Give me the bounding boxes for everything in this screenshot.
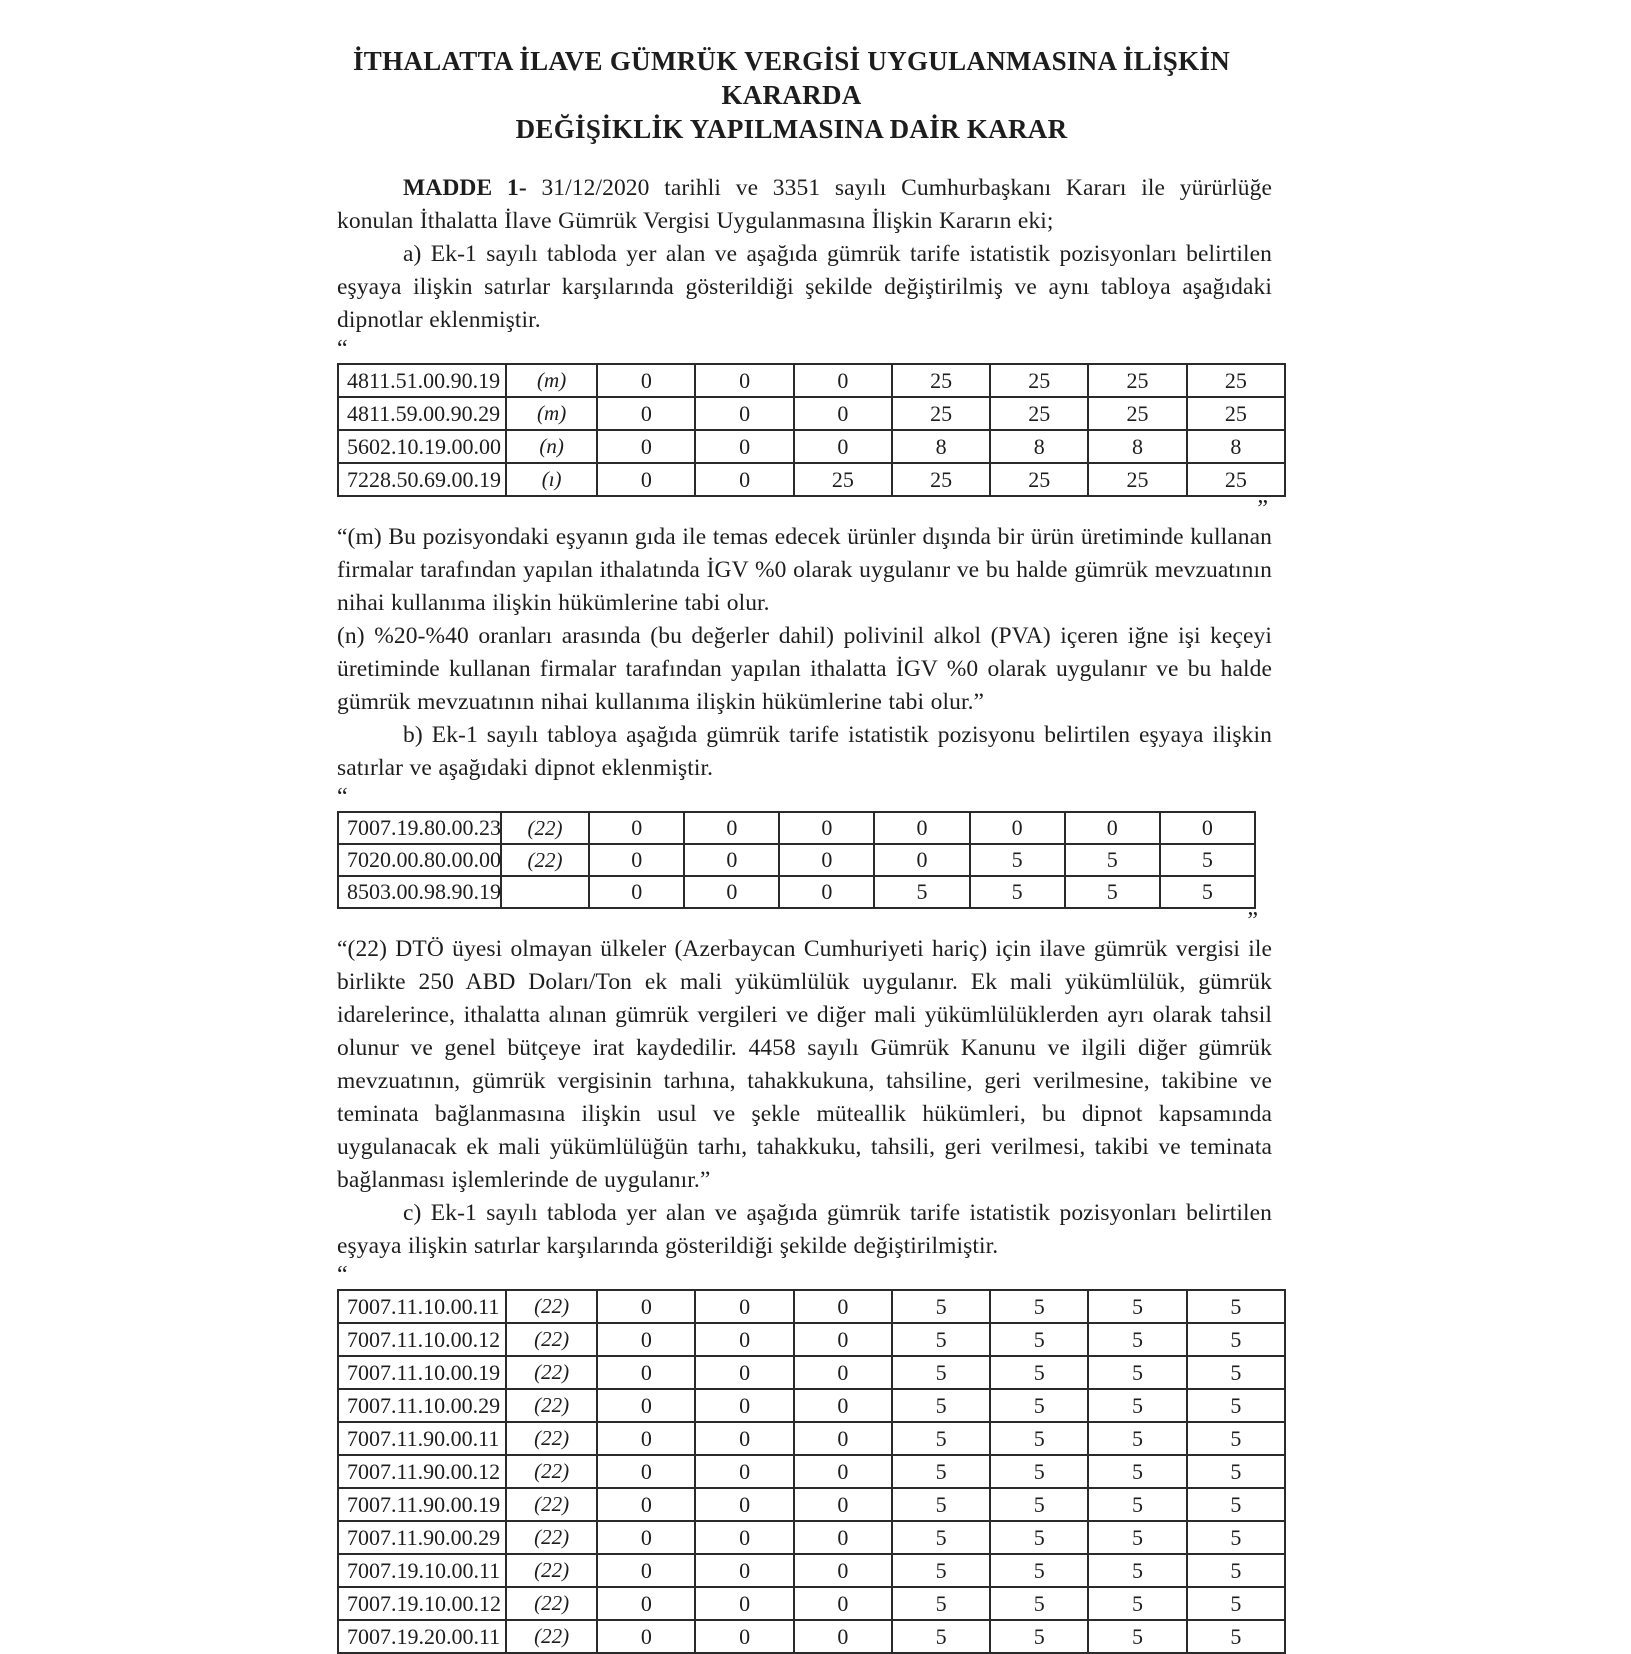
rate-value-cell: 0: [794, 1290, 892, 1323]
rate-value-cell: 5: [990, 1488, 1088, 1521]
gtip-code-cell: 7007.11.10.00.12: [338, 1323, 506, 1356]
footnote-ref-cell: (22): [506, 1389, 597, 1422]
rate-value-cell: 5: [1187, 1356, 1285, 1389]
tariff-row: [338, 876, 1255, 908]
rate-value-cell: 0: [597, 364, 695, 397]
rate-value-cell: 0: [695, 1620, 793, 1653]
rate-value-cell: 0: [695, 1554, 793, 1587]
rate-value-cell: 5: [1088, 1422, 1186, 1455]
footnote-ref-cell: (22): [506, 1620, 597, 1653]
gtip-code-cell: 7007.11.90.00.11: [338, 1422, 506, 1455]
rate-value-cell: 0: [794, 1521, 892, 1554]
rate-value-cell: 5: [892, 1422, 990, 1455]
rate-value-cell: 0: [695, 1455, 793, 1488]
footnote-m: “(m) Bu pozisyondaki eşyanın gıda ile temas edecek ürünler dışında bir ürün üretiminde kullanan firmalar tarafından yapılan ithalatında İGV %0 olarak uygulanır ve bu halde gümrük mevzuatının nihai kullanıma ilişkin hükümlerine tabi olur.: [337, 524, 1272, 616]
rate-value-cell: 5: [1187, 1620, 1285, 1653]
tariff-row: [338, 1455, 1285, 1488]
rate-value-cell: 5: [1187, 1422, 1285, 1455]
tariff-row: [338, 463, 1285, 496]
rate-value-cell: 5: [1088, 1389, 1186, 1422]
tariff-row: [338, 1422, 1285, 1455]
rate-value-cell: 8: [990, 430, 1088, 463]
tariff-row: [338, 1488, 1285, 1521]
madde1-text: 31/12/2020 tarihli ve 3351 sayılı Cumhurbaşkanı Kararı ile yürürlüğe konulan İthalatta İlave Gümrük Vergisi Uygulanmasına İlişkin Kararın eki;: [337, 175, 1272, 234]
close-quote-mark-2: ”: [1247, 908, 1258, 934]
gtip-code-cell: 5602.10.19.00.00: [338, 430, 506, 463]
rate-value-cell: 5: [892, 1455, 990, 1488]
rate-value-cell: 0: [597, 1554, 695, 1587]
tariff-row: [338, 397, 1285, 430]
rate-value-cell: 0: [597, 1455, 695, 1488]
rate-value-cell: 0: [597, 1323, 695, 1356]
gtip-code-cell: 7020.00.80.00.00: [338, 844, 501, 876]
footnote-ref-cell: (22): [506, 1356, 597, 1389]
rate-value-cell: 25: [990, 463, 1088, 496]
rate-value-cell: 5: [1187, 1521, 1285, 1554]
rate-value-cell: 0: [695, 1521, 793, 1554]
rate-value-cell: 0: [970, 812, 1065, 844]
gtip-code-cell: 7007.11.10.00.29: [338, 1389, 506, 1422]
footnote-ref-cell: (n): [506, 430, 597, 463]
rate-value-cell: 5: [990, 1521, 1088, 1554]
tariff-table-b-body: [338, 812, 1255, 908]
rate-value-cell: 5: [990, 1587, 1088, 1620]
document-title-line2: DEĞİŞİKLİK YAPILMASINA DAİR KARAR: [515, 114, 1068, 144]
close-quote-mark-1: ”: [1257, 496, 1268, 522]
rate-value-cell: 5: [990, 1455, 1088, 1488]
tariff-row: [338, 1290, 1285, 1323]
rate-value-cell: 5: [1088, 1620, 1186, 1653]
rate-value-cell: 0: [1065, 812, 1160, 844]
rate-value-cell: 0: [695, 1389, 793, 1422]
rate-value-cell: 5: [990, 1356, 1088, 1389]
rate-value-cell: 5: [1088, 1587, 1186, 1620]
rate-value-cell: 5: [1065, 844, 1160, 876]
rate-value-cell: 5: [892, 1554, 990, 1587]
rate-value-cell: 0: [695, 1422, 793, 1455]
tariff-row: [338, 812, 1255, 844]
rate-value-cell: 5: [1187, 1488, 1285, 1521]
rate-value-cell: 8: [1187, 430, 1285, 463]
document-content: [337, 44, 1272, 1654]
paragraph-c: c) Ek-1 sayılı tabloda yer alan ve aşağıda gümrük tarife istatistik pozisyonları belirtilen eşyaya ilişkin satırlar karşılarında gösterildiği şekilde değiştirilmiştir.: [337, 1200, 1272, 1259]
rate-value-cell: 5: [1088, 1356, 1186, 1389]
rate-value-cell: 25: [990, 397, 1088, 430]
rate-value-cell: 5: [970, 876, 1065, 908]
rate-value-cell: 0: [597, 1620, 695, 1653]
paragraph-b: b) Ek-1 sayılı tabloya aşağıda gümrük tarife istatistik pozisyonu belirtilen eşyaya ilişkin satırlar ve aşağıdaki dipnot eklenmiştir.: [337, 722, 1272, 781]
rate-value-cell: 0: [597, 397, 695, 430]
rate-value-cell: 25: [1088, 364, 1186, 397]
tariff-table-c: [337, 1289, 1286, 1654]
rate-value-cell: 5: [874, 876, 969, 908]
tariff-row: [338, 364, 1285, 397]
rate-value-cell: 0: [874, 812, 969, 844]
tariff-row: [338, 1521, 1285, 1554]
paragraph-madde1: [337, 172, 1272, 238]
tariff-table-b: [337, 811, 1256, 909]
gtip-code-cell: 7007.19.80.00.23: [338, 812, 501, 844]
rate-value-cell: 5: [892, 1290, 990, 1323]
rate-value-cell: 8: [1088, 430, 1186, 463]
tariff-row: [338, 844, 1255, 876]
footnote-ref-cell: [501, 876, 589, 908]
gtip-code-cell: 7007.19.20.00.11: [338, 1620, 506, 1653]
rate-value-cell: 5: [1088, 1455, 1186, 1488]
rate-value-cell: 5: [1187, 1323, 1285, 1356]
gtip-code-cell: 7007.11.90.00.29: [338, 1521, 506, 1554]
rate-value-cell: 5: [990, 1389, 1088, 1422]
rate-value-cell: 0: [794, 1356, 892, 1389]
madde1-label: MADDE 1-: [403, 175, 527, 201]
rate-value-cell: 5: [1065, 876, 1160, 908]
rate-value-cell: 0: [794, 1488, 892, 1521]
rate-value-cell: 0: [597, 1389, 695, 1422]
rate-value-cell: 0: [794, 1422, 892, 1455]
footnote-ref-cell: (22): [506, 1290, 597, 1323]
footnote-ref-cell: (22): [506, 1422, 597, 1455]
footnote-22: “(22) DTÖ üyesi olmayan ülkeler (Azerbaycan Cumhuriyeti hariç) için ilave gümrük vergisi ile birlikte 250 ABD Doları/Ton ek mali yükümlülük uygulanır. Ek mali yükümlülük, gümrük idarelerince, ithalatta alınan gümrük vergileri ve diğer mali yükümlülüklerden ayrı olarak tahsil olunur ve genel bütçeye irat kaydedilir. 4458 sayılı Gümrük Kanunu ve ilgili diğer gümrük mevzuatının, gümrük vergisinin tarhına, tahakkukuna, tahsiline, geri verilmesine, takibine ve teminata bağlanmasına ilişkin usul ve şekle müteallik hükümleri, bu dipnot kapsamında uygulanacak ek mali yükümlülüğün tarhı, tahakkuku, tahsili, geri verilmesi, takibi ve teminata bağlanması işlemlerinde de uygulanır.”: [337, 936, 1272, 1193]
rate-value-cell: 0: [597, 1356, 695, 1389]
rate-value-cell: 5: [1187, 1290, 1285, 1323]
rate-value-cell: 5: [1160, 876, 1255, 908]
rate-value-cell: 5: [990, 1290, 1088, 1323]
rate-value-cell: 0: [684, 812, 779, 844]
tariff-table-c-body: [338, 1290, 1285, 1653]
rate-value-cell: 0: [874, 844, 969, 876]
rate-value-cell: 25: [1187, 463, 1285, 496]
rate-value-cell: 5: [892, 1521, 990, 1554]
rate-value-cell: 0: [695, 1356, 793, 1389]
rate-value-cell: 0: [695, 1587, 793, 1620]
tariff-row: [338, 1554, 1285, 1587]
rate-value-cell: 0: [794, 1455, 892, 1488]
rate-value-cell: 8: [892, 430, 990, 463]
rate-value-cell: 0: [695, 430, 793, 463]
footnote-ref-cell: (m): [506, 364, 597, 397]
rate-value-cell: 0: [589, 812, 684, 844]
rate-value-cell: 5: [892, 1323, 990, 1356]
rate-value-cell: 5: [892, 1389, 990, 1422]
rate-value-cell: 0: [597, 1521, 695, 1554]
gtip-code-cell: 4811.51.00.90.19: [338, 364, 506, 397]
open-quote-mark-2: “: [337, 784, 348, 810]
footnote-ref-cell: (m): [506, 397, 597, 430]
open-quote-mark-1: “: [337, 336, 348, 362]
rate-value-cell: 0: [794, 397, 892, 430]
footnote-ref-cell: (22): [501, 812, 589, 844]
gtip-code-cell: 4811.59.00.90.29: [338, 397, 506, 430]
tariff-row: [338, 1356, 1285, 1389]
rate-value-cell: 0: [589, 876, 684, 908]
gtip-code-cell: 7007.19.10.00.11: [338, 1554, 506, 1587]
rate-value-cell: 0: [695, 1488, 793, 1521]
rate-value-cell: 25: [1088, 397, 1186, 430]
gtip-code-cell: 8503.00.98.90.19: [338, 876, 501, 908]
footnote-n: (n) %20-%40 oranları arasında (bu değerler dahil) polivinil alkol (PVA) içeren iğne işi keçeyi üretiminde kullanan firmalar tarafından yapılan ithalatta İGV %0 olarak uygulanır ve bu halde gümrük mevzuatının nihai kullanıma ilişkin hükümlerine tabi olur.”: [337, 623, 1272, 715]
rate-value-cell: 0: [597, 430, 695, 463]
footnote-ref-cell: (22): [506, 1455, 597, 1488]
rate-value-cell: 5: [990, 1323, 1088, 1356]
rate-value-cell: 0: [794, 1620, 892, 1653]
rate-value-cell: 0: [1160, 812, 1255, 844]
rate-value-cell: 0: [779, 876, 874, 908]
paragraph-a: a) Ek-1 sayılı tabloda yer alan ve aşağıda gümrük tarife istatistik pozisyonları belirtilen eşyaya ilişkin satırlar karşılarında gösterildiği şekilde değiştirilmiş ve aynı tabloya aşağıdaki dipnotlar eklenmiştir.: [337, 241, 1272, 333]
rate-value-cell: 5: [892, 1356, 990, 1389]
rate-value-cell: 5: [892, 1620, 990, 1653]
rate-value-cell: 0: [794, 1554, 892, 1587]
rate-value-cell: 25: [1187, 364, 1285, 397]
rate-value-cell: 5: [990, 1422, 1088, 1455]
document-title: [337, 44, 1246, 146]
gtip-code-cell: 7007.11.10.00.19: [338, 1356, 506, 1389]
rate-value-cell: 25: [892, 397, 990, 430]
rate-value-cell: 25: [892, 364, 990, 397]
rate-value-cell: 5: [1187, 1554, 1285, 1587]
rate-value-cell: 5: [1088, 1488, 1186, 1521]
rate-value-cell: 0: [589, 844, 684, 876]
rate-value-cell: 0: [597, 463, 695, 496]
rate-value-cell: 0: [695, 463, 793, 496]
footnote-ref-cell: (22): [506, 1488, 597, 1521]
rate-value-cell: 0: [794, 1587, 892, 1620]
rate-value-cell: 0: [597, 1422, 695, 1455]
rate-value-cell: 25: [794, 463, 892, 496]
rate-value-cell: 5: [1088, 1323, 1186, 1356]
open-quote-mark-3: “: [337, 1262, 348, 1288]
tariff-table-a-body: [338, 364, 1285, 496]
gtip-code-cell: 7228.50.69.00.19: [338, 463, 506, 496]
rate-value-cell: 5: [892, 1587, 990, 1620]
tariff-row: [338, 1323, 1285, 1356]
rate-value-cell: 0: [684, 844, 779, 876]
rate-value-cell: 5: [970, 844, 1065, 876]
document-title-line1: İTHALATTA İLAVE GÜMRÜK VERGİSİ UYGULANMASINA İLİŞKİN KARARDA: [352, 46, 1231, 110]
tariff-row: [338, 1620, 1285, 1653]
rate-value-cell: 0: [695, 364, 793, 397]
gtip-code-cell: 7007.11.90.00.19: [338, 1488, 506, 1521]
rate-value-cell: 0: [779, 844, 874, 876]
rate-value-cell: 5: [1187, 1455, 1285, 1488]
rate-value-cell: 25: [892, 463, 990, 496]
rate-value-cell: 0: [794, 364, 892, 397]
rate-value-cell: 0: [597, 1587, 695, 1620]
rate-value-cell: 0: [597, 1488, 695, 1521]
tariff-row: [338, 430, 1285, 463]
footnote-ref-cell: (22): [506, 1323, 597, 1356]
rate-value-cell: 25: [1088, 463, 1186, 496]
rate-value-cell: 0: [695, 1323, 793, 1356]
rate-value-cell: 25: [990, 364, 1088, 397]
rate-value-cell: 25: [1187, 397, 1285, 430]
rate-value-cell: 5: [1160, 844, 1255, 876]
rate-value-cell: 5: [990, 1620, 1088, 1653]
footnote-ref-cell: (22): [506, 1554, 597, 1587]
rate-value-cell: 0: [684, 876, 779, 908]
rate-value-cell: 5: [892, 1488, 990, 1521]
rate-value-cell: 5: [990, 1554, 1088, 1587]
rate-value-cell: 5: [1187, 1587, 1285, 1620]
rate-value-cell: 5: [1187, 1389, 1285, 1422]
rate-value-cell: 0: [794, 430, 892, 463]
footnote-ref-cell: (22): [506, 1587, 597, 1620]
footnote-ref-cell: (22): [501, 844, 589, 876]
footnote-ref-cell: (ı): [506, 463, 597, 496]
tariff-row: [338, 1389, 1285, 1422]
gtip-code-cell: 7007.11.10.00.11: [338, 1290, 506, 1323]
rate-value-cell: 0: [597, 1290, 695, 1323]
rate-value-cell: 0: [695, 1290, 793, 1323]
tariff-row: [338, 1587, 1285, 1620]
rate-value-cell: 0: [794, 1323, 892, 1356]
rate-value-cell: 5: [1088, 1521, 1186, 1554]
rate-value-cell: 5: [1088, 1554, 1186, 1587]
rate-value-cell: 5: [1088, 1290, 1186, 1323]
gtip-code-cell: 7007.11.90.00.12: [338, 1455, 506, 1488]
tariff-table-a: [337, 363, 1286, 497]
rate-value-cell: 0: [695, 397, 793, 430]
footnote-ref-cell: (22): [506, 1521, 597, 1554]
rate-value-cell: 0: [794, 1389, 892, 1422]
rate-value-cell: 0: [779, 812, 874, 844]
gtip-code-cell: 7007.19.10.00.12: [338, 1587, 506, 1620]
